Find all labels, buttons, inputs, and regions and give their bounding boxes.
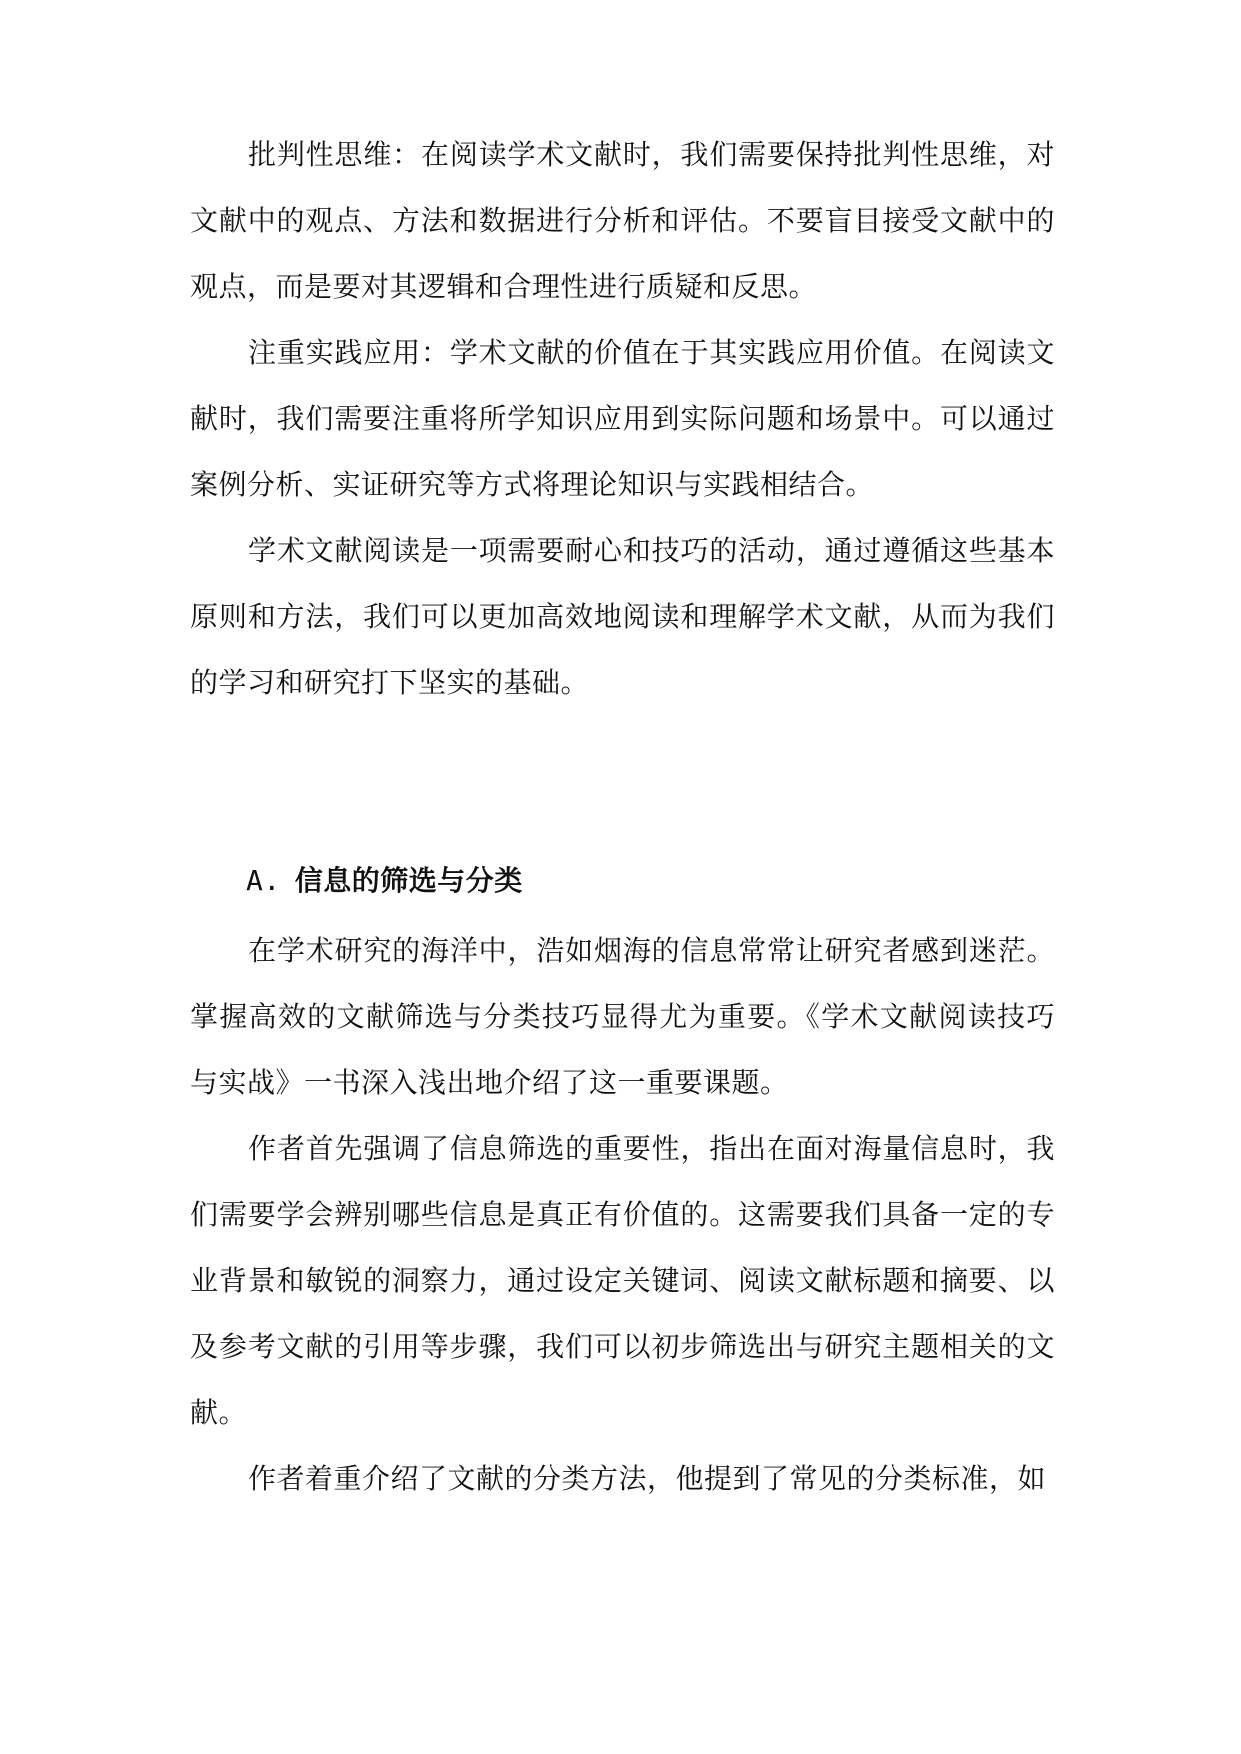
section-title: 信息的筛选与分类: [294, 864, 523, 897]
paragraph-practical-application: 注重实践应用：学术文献的价值在于其实践应用价值。在阅读文献时，我们需要注重将所学知识应用到实际问题和场景中。可以通过案例分析、实证研究等方式将理论知识与实践相结合。: [190, 336, 1055, 501]
paragraph-screening: 作者首先强调了信息筛选的重要性，指出在面对海量信息时，我们需要学会辨别哪些信息是真正有价值的。这需要我们具备一定的专业背景和敏锐的洞察力，通过设定关键词、阅读文献标题和摘要、以及参考文献的引用等步骤，我们可以初步筛选出与研究主题相关的文献。: [190, 1132, 1055, 1429]
paragraph-classification: 作者着重介绍了文献的分类方法，他提到了常见的分类标准，如: [248, 1462, 1047, 1495]
paragraph-summary: 学术文献阅读是一项需要耐心和技巧的活动，通过遵循这些基本原则和方法，我们可以更加高效地阅读和理解学术文献，从而为我们的学习和研究打下坚实的基础。: [190, 534, 1055, 699]
body-text-top: [190, 122, 1055, 716]
paragraph-critical-thinking: 批判性思维：在阅读学术文献时，我们需要保持批判性思维，对文献中的观点、方法和数据进行分析和评估。不要盲目接受文献中的观点，而是要对其逻辑和合理性进行质疑和反思。: [190, 138, 1055, 303]
body-text-section: [190, 918, 1055, 1512]
paragraph-info-overload: 在学术研究的海洋中，浩如烟海的信息常常让研究者感到迷茫。掌握高效的文献筛选与分类技巧显得尤为重要。《学术文献阅读技巧与实战》一书深入浅出地介绍了这一重要课题。: [190, 934, 1055, 1099]
section-heading: [246, 848, 523, 914]
section-marker: A.: [246, 864, 281, 897]
